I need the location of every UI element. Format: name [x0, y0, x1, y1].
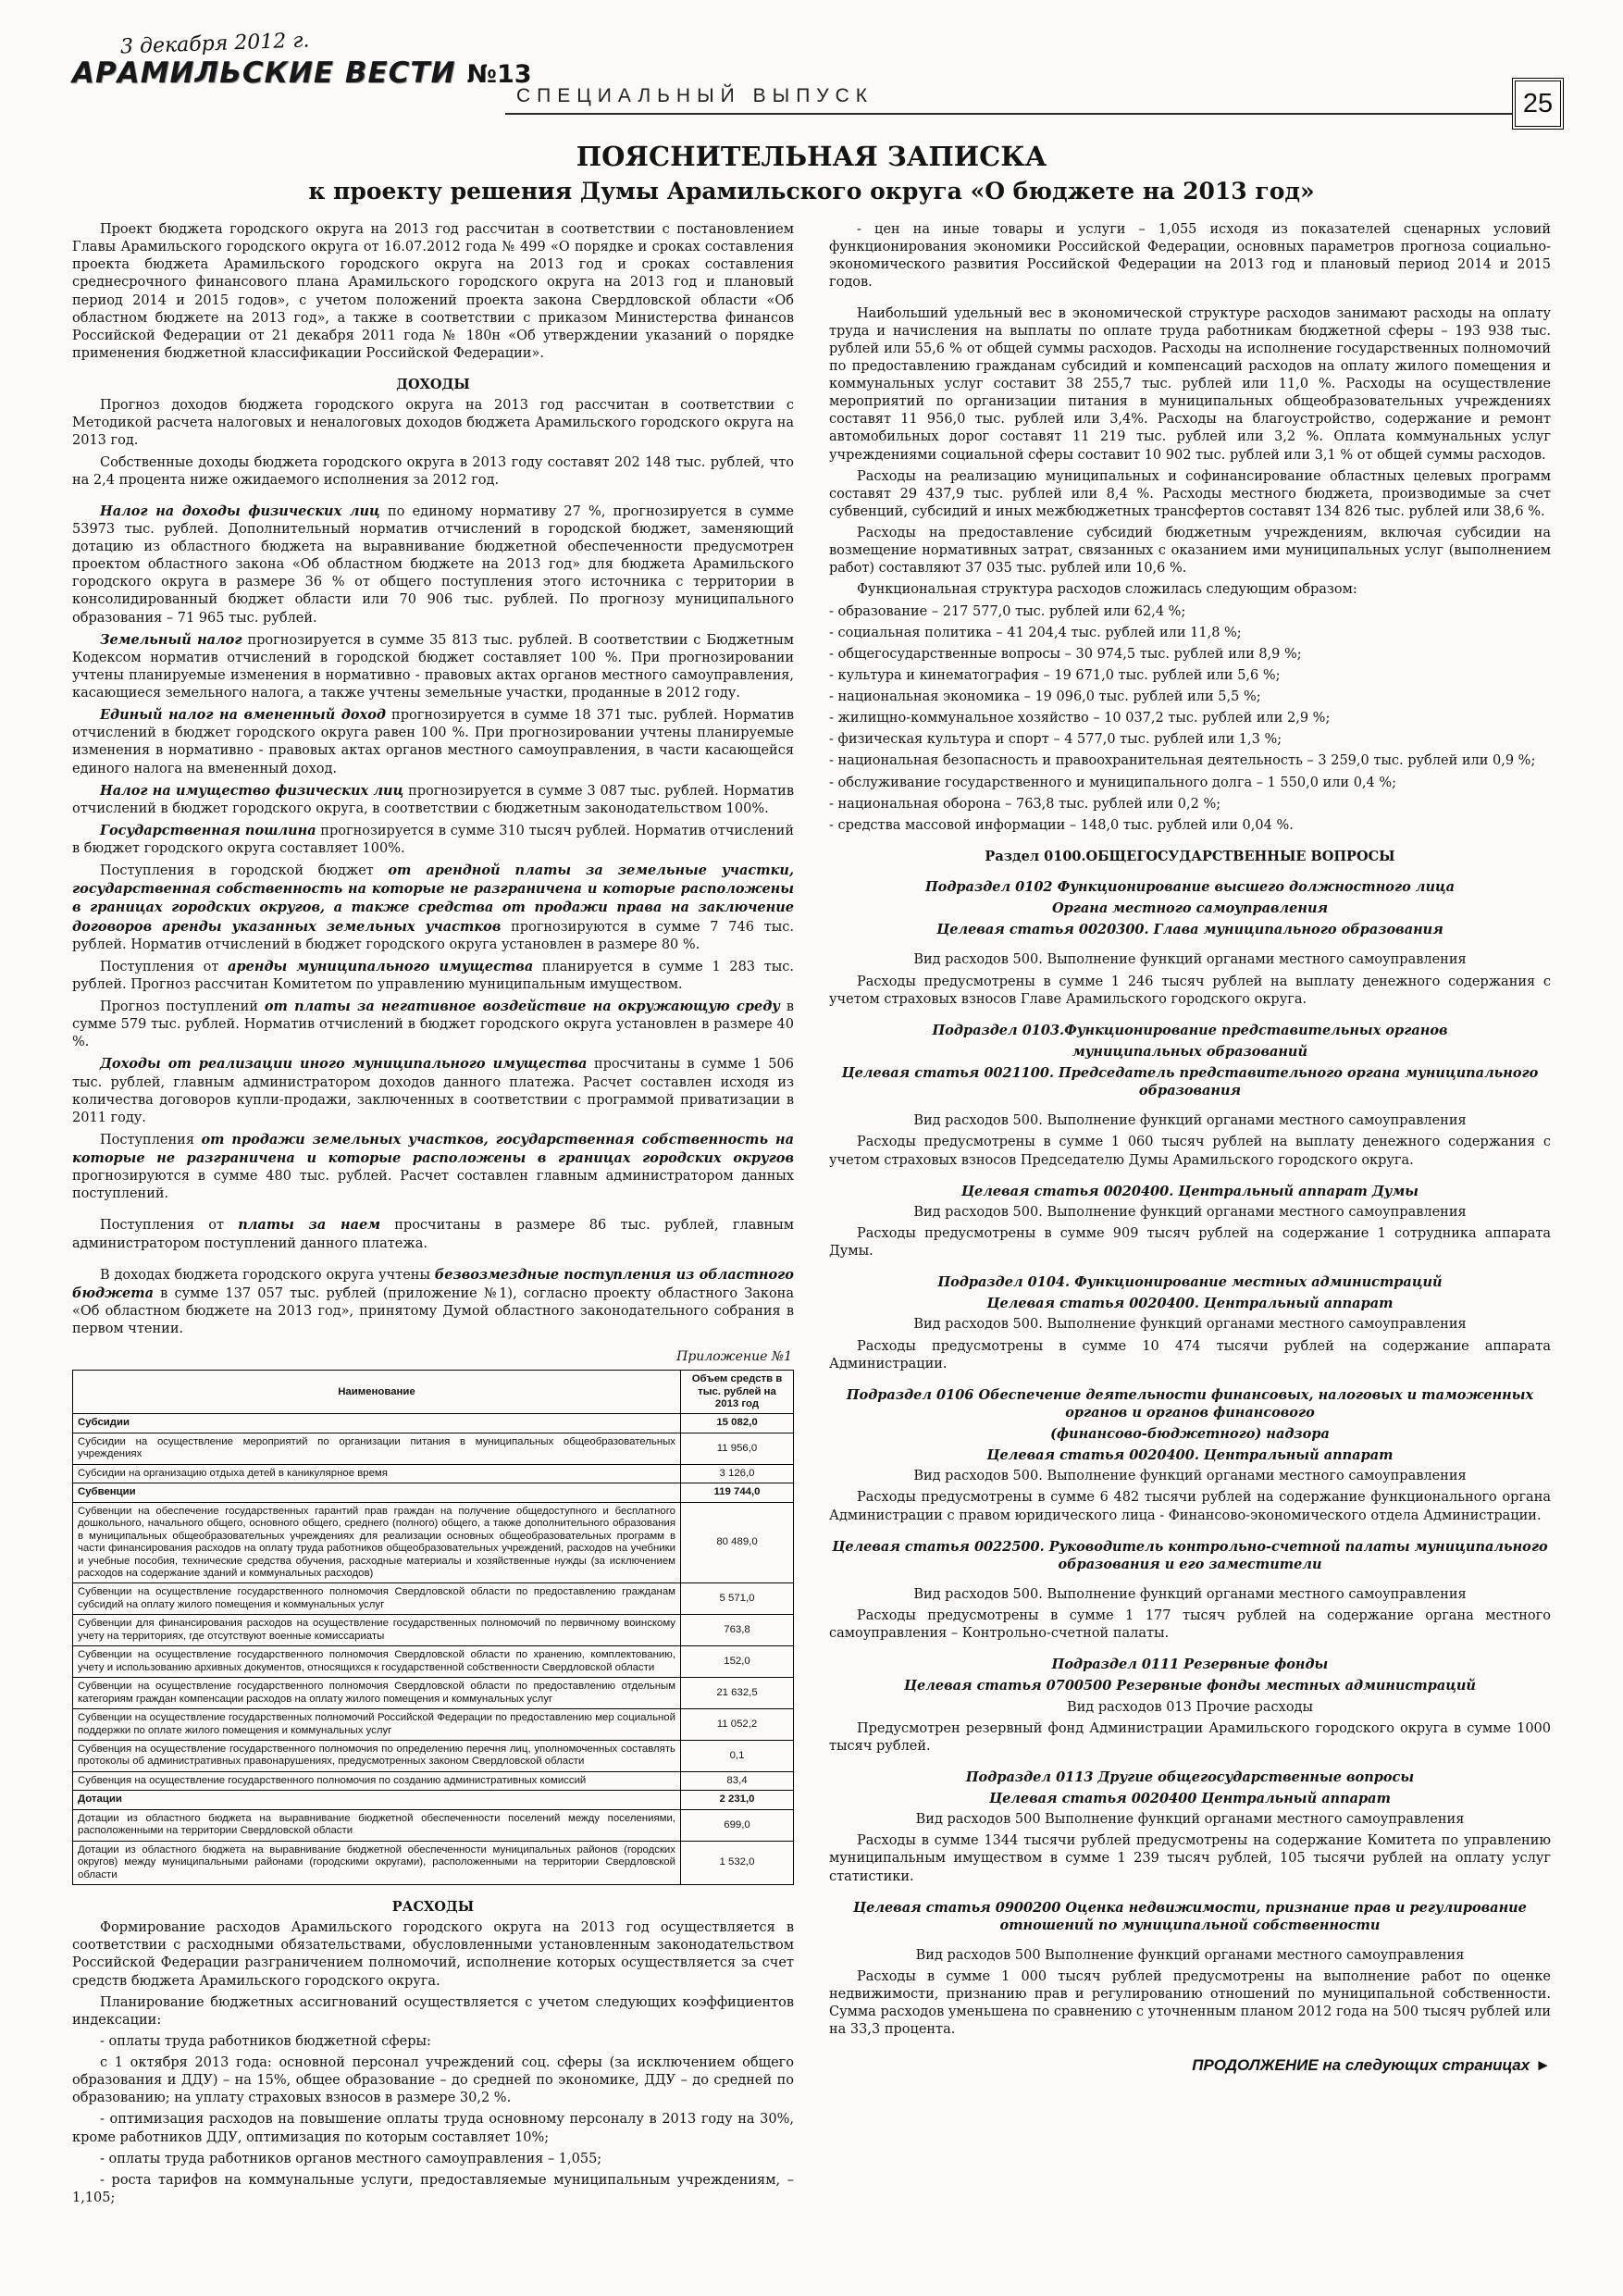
- table-row: [73, 1414, 794, 1433]
- table-row: [73, 1464, 794, 1483]
- table-cell-name: Субвенции на осуществление государственных полномочий Российской Федерации по предоставлению мер социальной поддержки по оплате жилого помещения и коммунальных услуг: [73, 1709, 681, 1741]
- table-cell-value: 699,0: [681, 1809, 794, 1841]
- paragraph: Налог на имущество физических лиц прогнозируется в сумме 3 087 тыс. рублей. Норматив отчислений в бюджет городского округа, в соответствии с бюджетным законодательством 100%.: [72, 782, 794, 816]
- subsection-heading: Подраздел 0103.Функционирование представительных органов: [932, 1022, 1448, 1038]
- page-header: [72, 29, 1554, 118]
- right-column: [829, 221, 1551, 2211]
- table-row: [73, 1615, 794, 1646]
- paragraph: Расходы предусмотрены в сумме 909 тысяч рублей на содержание 1 сотрудника аппарата Думы.: [829, 1225, 1551, 1259]
- table-cell-value: 152,0: [681, 1646, 794, 1678]
- paragraph: - оптимизация расходов на повышение оплаты труда основному персоналу в 2013 году на 30%, кроме работников ДДУ, оптимизация по которым составляет 10%;: [72, 2112, 794, 2145]
- paragraph: Прогноз доходов бюджета городского округа на 2013 год рассчитан в соответствии с Методикой расчета налоговых и неналоговых доходов бюджета Арамильского городского округа на 2013 год.: [72, 398, 794, 449]
- columns: [72, 221, 1551, 2211]
- paragraph: Прогноз поступлений от платы за негативное воздействие на окружающую среду в сумме 579 тыс. рублей. Норматив отчислений в бюджет городского округа установлен в размере 40 %.: [72, 999, 794, 1050]
- paragraph: - роста тарифов на коммунальные услуги, предоставляемые муниципальным учреждениям, – 1,105;: [72, 2172, 794, 2205]
- paragraph: Расходы предусмотрены в сумме 1 246 тысяч рублей на выплату денежного содержания с учетом страховых взносов Главе Арамильского городского округа.: [829, 974, 1551, 1007]
- target-article-heading: Целевая статья 0020400. Центральный аппарат: [986, 1296, 1394, 1312]
- appendix-table: [72, 1370, 794, 1885]
- paragraph: Вид расходов 500. Выполнение функций органами местного самоуправления: [913, 1586, 1467, 1602]
- table-row: [73, 1741, 794, 1772]
- newspaper-logo: АРАМИЛЬСКИЕ ВЕСТИ: [72, 56, 456, 90]
- paragraph: Вид расходов 500 Выполнение функций органами местного самоуправления: [915, 1812, 1465, 1828]
- paragraph: Проект бюджета городского округа на 2013 год рассчитан в соответствии с постановлением Главы Арамильского городского округа от 16.07.2012 года № 499 «О порядке и сроках составления проекта бюджета Арамильского городского округа на 2013 год и сроках составления среднесрочного финансового плана Арамильского городского округа на 2013 год и плановый период 2014 и 2015 годов», с учетом положений проекта закона Свердловской области «Об областном бюджете на 2013 год», а также в соответствии с приказом Министерства финансов Российской Федерации от 21 декабря 2011 года № 180н «Об утверждении указаний о порядке применения бюджетной классификации Российской Федерации».: [72, 222, 794, 361]
- table-cell-name: Субсидии на организацию отдыха детей в каникулярное время: [73, 1464, 681, 1483]
- table-row: [73, 1502, 794, 1583]
- target-article-heading: Целевая статья 0020300. Глава муниципального образования: [936, 922, 1443, 938]
- emphasis-run: от платы за негативное воздействие на окружающую среду: [264, 999, 780, 1014]
- arrow-right-icon: ►: [1535, 2055, 1551, 2074]
- emphasis-run: от арендной платы за земельные участки, государственная собственность на которые не разграничена и которые расположены в границах городских округов, а также средства от продажи права на заключение договоров аренды указанных земельных участков: [72, 863, 794, 935]
- paragraph: - национальная экономика – 19 096,0 тыс. рублей или 5,5 %;: [829, 689, 1261, 704]
- table-cell-name: Субвенции: [73, 1483, 681, 1502]
- table-cell-value: 2 231,0: [681, 1791, 794, 1809]
- table-cell-value: 1 532,0: [681, 1841, 794, 1884]
- subsection-heading: (финансово-бюджетного) надзора: [1050, 1426, 1330, 1442]
- paragraph: Налог на доходы физических лиц по единому нормативу 27 %, прогнозируется в сумме 53973 тыс. рублей. Дополнительный норматив отчислений в городской бюджет, заменяющий дотацию из областного бюджета на выравнивание бюджетной обеспеченности предусмотрен проектом областного закона «Об областном бюджете на 2013 год» для бюджета Арамильского городского округа в размере 36 % от общего поступления этого источника с территории в консолидированный бюджет области или 70 906 тыс. рублей. По прогнозу муниципального образования – 71 965 тыс. рублей.: [72, 503, 794, 626]
- table-cell-value: 15 082,0: [681, 1414, 794, 1433]
- paragraph: Расходы предусмотрены в сумме 1 177 тысяч рублей на содержание органа местного самоуправления – Контрольно-счетной палаты.: [829, 1608, 1551, 1642]
- table-cell-value: 5 571,0: [681, 1583, 794, 1615]
- table-row: [73, 1809, 794, 1841]
- emphasis-run: Доходы от реализации иного муниципального имущества: [100, 1056, 588, 1073]
- left-column-top: [72, 221, 794, 1338]
- table-cell-name: Дотации: [73, 1791, 681, 1809]
- paragraph: Поступления от аренды муниципального имущества планируется в сумме 1 283 тыс. рублей. Прогноз рассчитан Комитетом по управлению муниципальным имуществом.: [72, 958, 795, 992]
- paragraph: Функциональная структура расходов сложилась следующим образом:: [857, 582, 1357, 598]
- emphasis-run: от продажи земельных участков, государственная собственность на которые не разграничена и которые расположены в границах городских округов: [72, 1131, 794, 1166]
- emphasis-run: Налог на доходы физических лиц: [100, 503, 380, 519]
- subsection-heading: Подраздел 0111 Резервные фонды: [1051, 1657, 1329, 1673]
- table-cell-name: Субвенции для финансирования расходов на осуществление государственных полномочий по первичному воинскому учету на территориях, где отсутствуют военные комиссариаты: [73, 1615, 681, 1646]
- page-number: 25: [1512, 78, 1564, 130]
- continuation-text: ПРОДОЛЖЕНИЕ на следующих страницах: [1192, 2055, 1530, 2074]
- document-title: ПОЯСНИТЕЛЬНАЯ ЗАПИСКА: [576, 141, 1047, 172]
- target-article-heading: Целевая статья 0022500. Руководитель контрольно-счетной палаты муниципального образования и его заместители: [832, 1538, 1548, 1572]
- target-article-heading: Целевая статья 0021100. Председатель представительного органа муниципального образования: [841, 1065, 1539, 1099]
- table-row: [73, 1646, 794, 1678]
- table-cell-value: 11 956,0: [681, 1433, 794, 1464]
- table-row: [73, 1678, 794, 1709]
- table-cell-name: Субвенции на осуществление государственного полномочия Свердловской области по хранению, комплектованию, учету и использованию архивных документов, относящихся к государственной собственности Свердловской области: [73, 1646, 681, 1678]
- paragraph: Доходы от реализации иного муниципального имущества просчитаны в сумме 1 506 тыс. рублей, главным администратором доходов данного платежа. Расчет составлен исходя из количества договоров купли-продажи, заключенных в соответствии с программой приватизации в 2011 году.: [72, 1056, 794, 1125]
- paragraph: Расходы предусмотрены в сумме 10 474 тысячи рублей на содержание аппарата Администрации.: [829, 1338, 1551, 1371]
- paragraph: - общегосударственные вопросы – 30 974,5 тыс. рублей или 8,9 %;: [829, 646, 1302, 662]
- table-cell-name: Дотации из областного бюджета на выравнивание бюджетной обеспеченности муниципальных районов (городских округов) между муниципальными районами (городскими округами), расположенными на территории Свердловской области: [73, 1841, 681, 1884]
- paragraph: Поступления от платы за наем просчитаны в размере 86 тыс. рублей, главным администратором поступлений данного платежа.: [72, 1217, 794, 1251]
- paragraph: Государственная пошлина прогнозируется в сумме 310 тысяч рублей. Норматив отчислений в бюджет городского округа составляет 100%.: [72, 822, 794, 856]
- table-row: [73, 1841, 794, 1884]
- issue-date: 3 декабря 2012 г.: [119, 29, 310, 59]
- section-heading-dokhody: ДОХОДЫ: [396, 377, 470, 392]
- paragraph: - национальная безопасность и правоохранительная деятельность – 3 259,0 тыс. рублей или 0,9 %;: [829, 753, 1536, 769]
- subsection-heading: муниципальных образований: [1072, 1043, 1308, 1060]
- emphasis-run: Земельный налог: [100, 631, 242, 648]
- paragraph: - образование – 217 577,0 тыс. рублей или 62,4 %;: [829, 603, 1186, 619]
- paragraph: Расходы в сумме 1 000 тысяч рублей предусмотрены на выполнение работ по оценке недвижимости, признанию прав и регулированию отношений по муниципальной собственности. Сумма расходов уменьшена по сравнению с уточненным планом 2012 года на 500 тысяч рублей или на 33,3 процента.: [829, 1969, 1551, 2038]
- right-column-blocks: [829, 221, 1551, 2040]
- table-row: [73, 1709, 794, 1741]
- paragraph: Предусмотрен резервный фонд Администрации Арамильского городского округа в сумме 1000 тысяч рублей.: [829, 1720, 1551, 1754]
- paragraph: - национальная оборона – 763,8 тыс. рублей или 0,2 %;: [829, 796, 1221, 812]
- table-cell-value: 0,1: [681, 1741, 794, 1772]
- table-cell-value: 3 126,0: [681, 1464, 794, 1483]
- table-row: [73, 1583, 794, 1615]
- emphasis-run: Единый налог на вмененный доход: [100, 707, 386, 724]
- paragraph: - цен на иные товары и услуги – 1,055 исходя из показателей сценарных условий функционирования экономики Российской Федерации, основных параметров прогноза социально-экономического развития Российской Федерации на 2013 год и плановый период 2014 и 2015 годов.: [829, 222, 1551, 291]
- section-heading-raskhody: РАСХОДЫ: [391, 1899, 475, 1916]
- emphasis-run: Государственная пошлина: [100, 822, 316, 838]
- paragraph: Вид расходов 500. Выполнение функций органами местного самоуправления: [913, 1113, 1467, 1129]
- paragraph: Вид расходов 500. Выполнение функций органами местного самоуправления: [913, 952, 1467, 968]
- paragraph: Формирование расходов Арамильского городского округа на 2013 год осуществляется в соответствии с расходными обязательствами, обусловленными установленным законодательством Российской Федерации разграничением полномочий, исполнение которых осуществляется за счет средств бюджета Арамильского городского округа.: [72, 1920, 794, 1989]
- paragraph: Единый налог на вмененный доход прогнозируется в сумме 18 371 тыс. рублей. Норматив отчислений в бюджет городского округа равен 100 %. При прогнозировании учтены планируемые изменения в нормативно - правовых актах органов местного самоуправления, в части касающейся единого налога на вмененный доход.: [72, 707, 794, 776]
- paragraph: - обслуживание государственного и муниципального долга – 1 550,0 или 0,4 %;: [829, 775, 1397, 790]
- paragraph: Земельный налог прогнозируется в сумме 35 813 тыс. рублей. В соответствии с Бюджетным Кодексом норматив отчислений в городской бюджет составляет 100 %. При прогнозировании учтены планируемые изменения в нормативно - правовых актах органов местного самоуправления, касающиеся земельного налога, а также учтены земельные участки, проданные в 2012 году.: [72, 631, 794, 701]
- table-cell-name: Субвенция на осуществление государственного полномочия по определению перечня лиц, уполномоченных составлять протоколы об административных правонарушениях, предусмотренных законом Свердловской области: [73, 1741, 681, 1772]
- subsection-heading: Подраздел 0104. Функционирование местных администраций: [937, 1274, 1443, 1291]
- paragraph: - оплаты труда работников бюджетной сферы:: [100, 2033, 431, 2049]
- table-header-value: Объем средств в тыс. рублей на 2013 год: [681, 1371, 794, 1414]
- table-cell-value: 83,4: [681, 1771, 794, 1790]
- paragraph: Расходы предусмотрены в сумме 6 482 тысячи рублей на содержание функционального органа Администрации с правом юридического лица - Финансово-экономического отдела Администрации.: [829, 1490, 1551, 1523]
- table-row: [73, 1483, 794, 1502]
- subsection-heading: Органа местного самоуправления: [1051, 900, 1329, 917]
- paragraph: Вид расходов 500 Выполнение функций органами местного самоуправления: [915, 1947, 1465, 1963]
- paragraph: с 1 октября 2013 года: основной персонал учреждений соц. сферы (за исключением общего образования и ДДУ) – на 15%, общее образование – до средней по экономике, ДДУ – до средней по образованию; на уплату страховых взносов в размере 30,2 %.: [72, 2055, 794, 2106]
- paragraph: Поступления от продажи земельных участков, государственная собственность на которые не разграничена и которые расположены в границах городских округов прогнозируются в сумме 480 тыс. рублей. Расчет составлен главным администратором данных поступлений.: [72, 1131, 794, 1202]
- section-heading-razdel-0100: Раздел 0100.ОБЩЕГОСУДАРСТВЕННЫЕ ВОПРОСЫ: [985, 848, 1395, 864]
- paragraph: Расходы на реализацию муниципальных и софинансирование областных целевых программ составят 29 437,9 тыс. рублей или 8,4 %. Расходы местного бюджета, производимые за счет субвенций, субсидий и иных межбюджетных трансфертов составят 134 826 тыс. рублей или 38,6 %.: [829, 468, 1551, 519]
- paragraph: Поступления в городской бюджет от арендной платы за земельные участки, государственная собственность на которые не разграничена и которые расположены в границах городских округов, а также средства от продажи права на заключение договоров аренды указанных земельных участков прогнозируются в сумме 7 746 тыс. рублей. Норматив отчислений в бюджет городского округа установлен в размере 80 %.: [72, 863, 794, 952]
- paragraph: Расходы на предоставление субсидий бюджетным учреждениям, включая субсидии на возмещение нормативных затрат, связанных с оказанием ими муниципальных услуг (выполнением работ) составляют 37 035 тыс. рублей или 10,6 %.: [829, 526, 1551, 577]
- table-cell-name: Субвенция на осуществление государственного полномочия по созданию административных комиссий: [73, 1771, 681, 1790]
- subsection-heading: Подраздел 0102 Функционирование высшего должностного лица: [924, 879, 1456, 895]
- table-cell-name: Субсидии на осуществление мероприятий по организации питания в муниципальных общеобразовательных учреждениях: [73, 1433, 681, 1464]
- table-cell-name: Субвенции на обеспечение государственных гарантий прав граждан на получение общедоступного и бесплатного дошкольного, начального общего, основного общего, среднего (полного) общего, а также дополнительного образования в муниципальных общеобразовательных учреждениях для реализации основных общеобразовательных программ в части финансирования расходов на оплату труда работников общеобразовательных учреждений, расходов на учебники и учебные пособия, технические средства обучения, расходные материалы и хозяйственные нужды (за исключением расходов на содержание зданий и коммунальных расходов): [73, 1502, 681, 1583]
- special-issue-label: СПЕЦИАЛЬНЫЙ ВЫПУСК: [516, 85, 874, 106]
- header-rule: [505, 113, 1551, 115]
- subsection-heading: Подраздел 0106 Обеспечение деятельности финансовых, налоговых и таможенных органов и органов финансового: [846, 1386, 1534, 1421]
- left-column-bottom: [72, 1898, 794, 2207]
- paragraph: Вид расходов 500. Выполнение функций органами местного самоуправления: [913, 1204, 1467, 1220]
- table-cell-name: Субвенции на осуществление государственного полномочия Свердловской области по предоставлению отдельным категориям граждан компенсации расходов на оплату жилого помещения и коммунальных услуг: [73, 1678, 681, 1709]
- paragraph: Вид расходов 500. Выполнение функций органами местного самоуправления: [913, 1317, 1467, 1333]
- subsection-heading: Подраздел 0113 Другие общегосударственные вопросы: [965, 1769, 1415, 1785]
- target-article-heading: Целевая статья 0700500 Резервные фонды местных администраций: [904, 1678, 1476, 1694]
- table-cell-name: Дотации из областного бюджета на выравнивание бюджетной обеспеченности поселений между поселениями, расположенными на территории Свердловской области: [73, 1809, 681, 1841]
- table-row: [73, 1433, 794, 1464]
- target-article-heading: Целевая статья 0020400. Центральный аппарат Думы: [960, 1183, 1419, 1199]
- emphasis-run: платы за наем: [238, 1217, 380, 1234]
- table-cell-value: 119 744,0: [681, 1483, 794, 1502]
- paragraph: В доходах бюджета городского округа учтены безвозмездные поступления из областного бюджета в сумме 137 057 тыс. рублей (приложение №1), согласно проекту областного Закона «Об областном бюджете на 2013 год», принятому Думой областного законодательного собрания в первом чтении.: [72, 1266, 794, 1336]
- target-article-heading: Целевая статья 0020400 Центральный аппарат: [989, 1791, 1391, 1806]
- emphasis-run: Налог на имущество физических лиц: [100, 782, 404, 799]
- target-article-heading: Целевая статья 0900200 Оценка недвижимости, признание прав и регулирование отношений по муниципальной собственности: [853, 1899, 1527, 1933]
- target-article-heading: Целевая статья 0020400. Центральный аппарат: [986, 1447, 1394, 1464]
- paragraph: Планирование бюджетных ассигнований осуществляется с учетом следующих коэффициентов индексации:: [72, 1994, 794, 2028]
- paragraph: Расходы предусмотрены в сумме 1 060 тысяч рублей на выплату денежного содержания с учетом страховых взносов Председателю Думы Арамильского городского округа.: [829, 1135, 1551, 1168]
- paragraph: Собственные доходы бюджета городского округа в 2013 году составят 202 148 тыс. рублей, что на 2,4 процента ниже ожидаемого исполнения за 2012 год.: [72, 454, 794, 488]
- appendix-caption: Приложение №1: [676, 1349, 792, 1365]
- paragraph: - физическая культура и спорт – 4 577,0 тыс. рублей или 1,3 %;: [829, 732, 1282, 748]
- paragraph: - средства массовой информации – 148,0 тыс. рублей или 0,04 %.: [829, 817, 1294, 833]
- left-column: [72, 221, 794, 2211]
- paragraph: - жилищно-коммунальное хозяйство – 10 037,2 тыс. рублей или 2,9 %;: [829, 711, 1331, 726]
- table-cell-name: Субсидии: [73, 1414, 681, 1433]
- document-subtitle: к проекту решения Думы Арамильского округа «О бюджете на 2013 год»: [308, 178, 1315, 205]
- table-cell-value: 763,8: [681, 1615, 794, 1646]
- emphasis-run: безвозмездные поступления из областного бюджета: [72, 1266, 794, 1301]
- table-header-name: Наименование: [73, 1371, 681, 1414]
- table-cell-value: 11 052,2: [681, 1709, 794, 1741]
- table-cell-value: 21 632,5: [681, 1678, 794, 1709]
- paragraph: - культура и кинематография – 19 671,0 тыс. рублей или 5,6 %;: [829, 667, 1281, 683]
- paragraph: Расходы в сумме 1344 тысячи рублей предусмотрены на содержание Комитета по управлению муниципальным имуществом в сумме 1 239 тысяч рублей, 105 тысячи рублей на оплату услуг статистики.: [829, 1833, 1551, 1884]
- table-row: [73, 1791, 794, 1809]
- table-row: [73, 1771, 794, 1790]
- issue-number: №13: [466, 60, 532, 89]
- emphasis-run: аренды муниципального имущества: [228, 958, 534, 974]
- paragraph: Вид расходов 500. Выполнение функций органами местного самоуправления: [913, 1469, 1467, 1484]
- table-cell-name: Субвенции на осуществление государственного полномочия Свердловской области по предоставлению гражданам субсидий на оплату жилого помещения и коммунальных услуг: [73, 1583, 681, 1615]
- paragraph: - оплаты труда работников органов местного самоуправления – 1,055;: [100, 2151, 602, 2166]
- continuation-note: [829, 2056, 1551, 2075]
- table-cell-value: 80 489,0: [681, 1502, 794, 1583]
- paragraph: - социальная политика – 41 204,4 тыс. рублей или 11,8 %;: [829, 625, 1242, 640]
- paragraph: Вид расходов 013 Прочие расходы: [1066, 1699, 1314, 1715]
- table-header-row: [73, 1371, 794, 1414]
- paragraph: Наибольший удельный вес в экономической структуре расходов занимают расходы на оплату труда и начисления на выплаты по оплате труда работникам бюджетной сферы – 193 938 тыс. рублей или 55,6 % от общей суммы расходов. Расходы на исполнение государственных полномочий по предоставлению гражданам субсидий и компенсаций расходов на оплату жилого помещения и коммунальных услуг составит 38 255,7 тыс. рублей или 11,0 %. Расходы на осуществление мероприятий по организации питания в муниципальных общеобразовательных учреждениях составят 11 956,0 тыс. рублей или 3,4%. Расходы на благоустройство, содержание и ремонт автомобильных дорог составят 11 219 тыс. рублей или 3,2 %. Оплата коммунальных услуг учреждениями социальной сферы составит 10 902 тыс. рублей или 3,1 % от общей суммы расходов.: [829, 305, 1551, 463]
